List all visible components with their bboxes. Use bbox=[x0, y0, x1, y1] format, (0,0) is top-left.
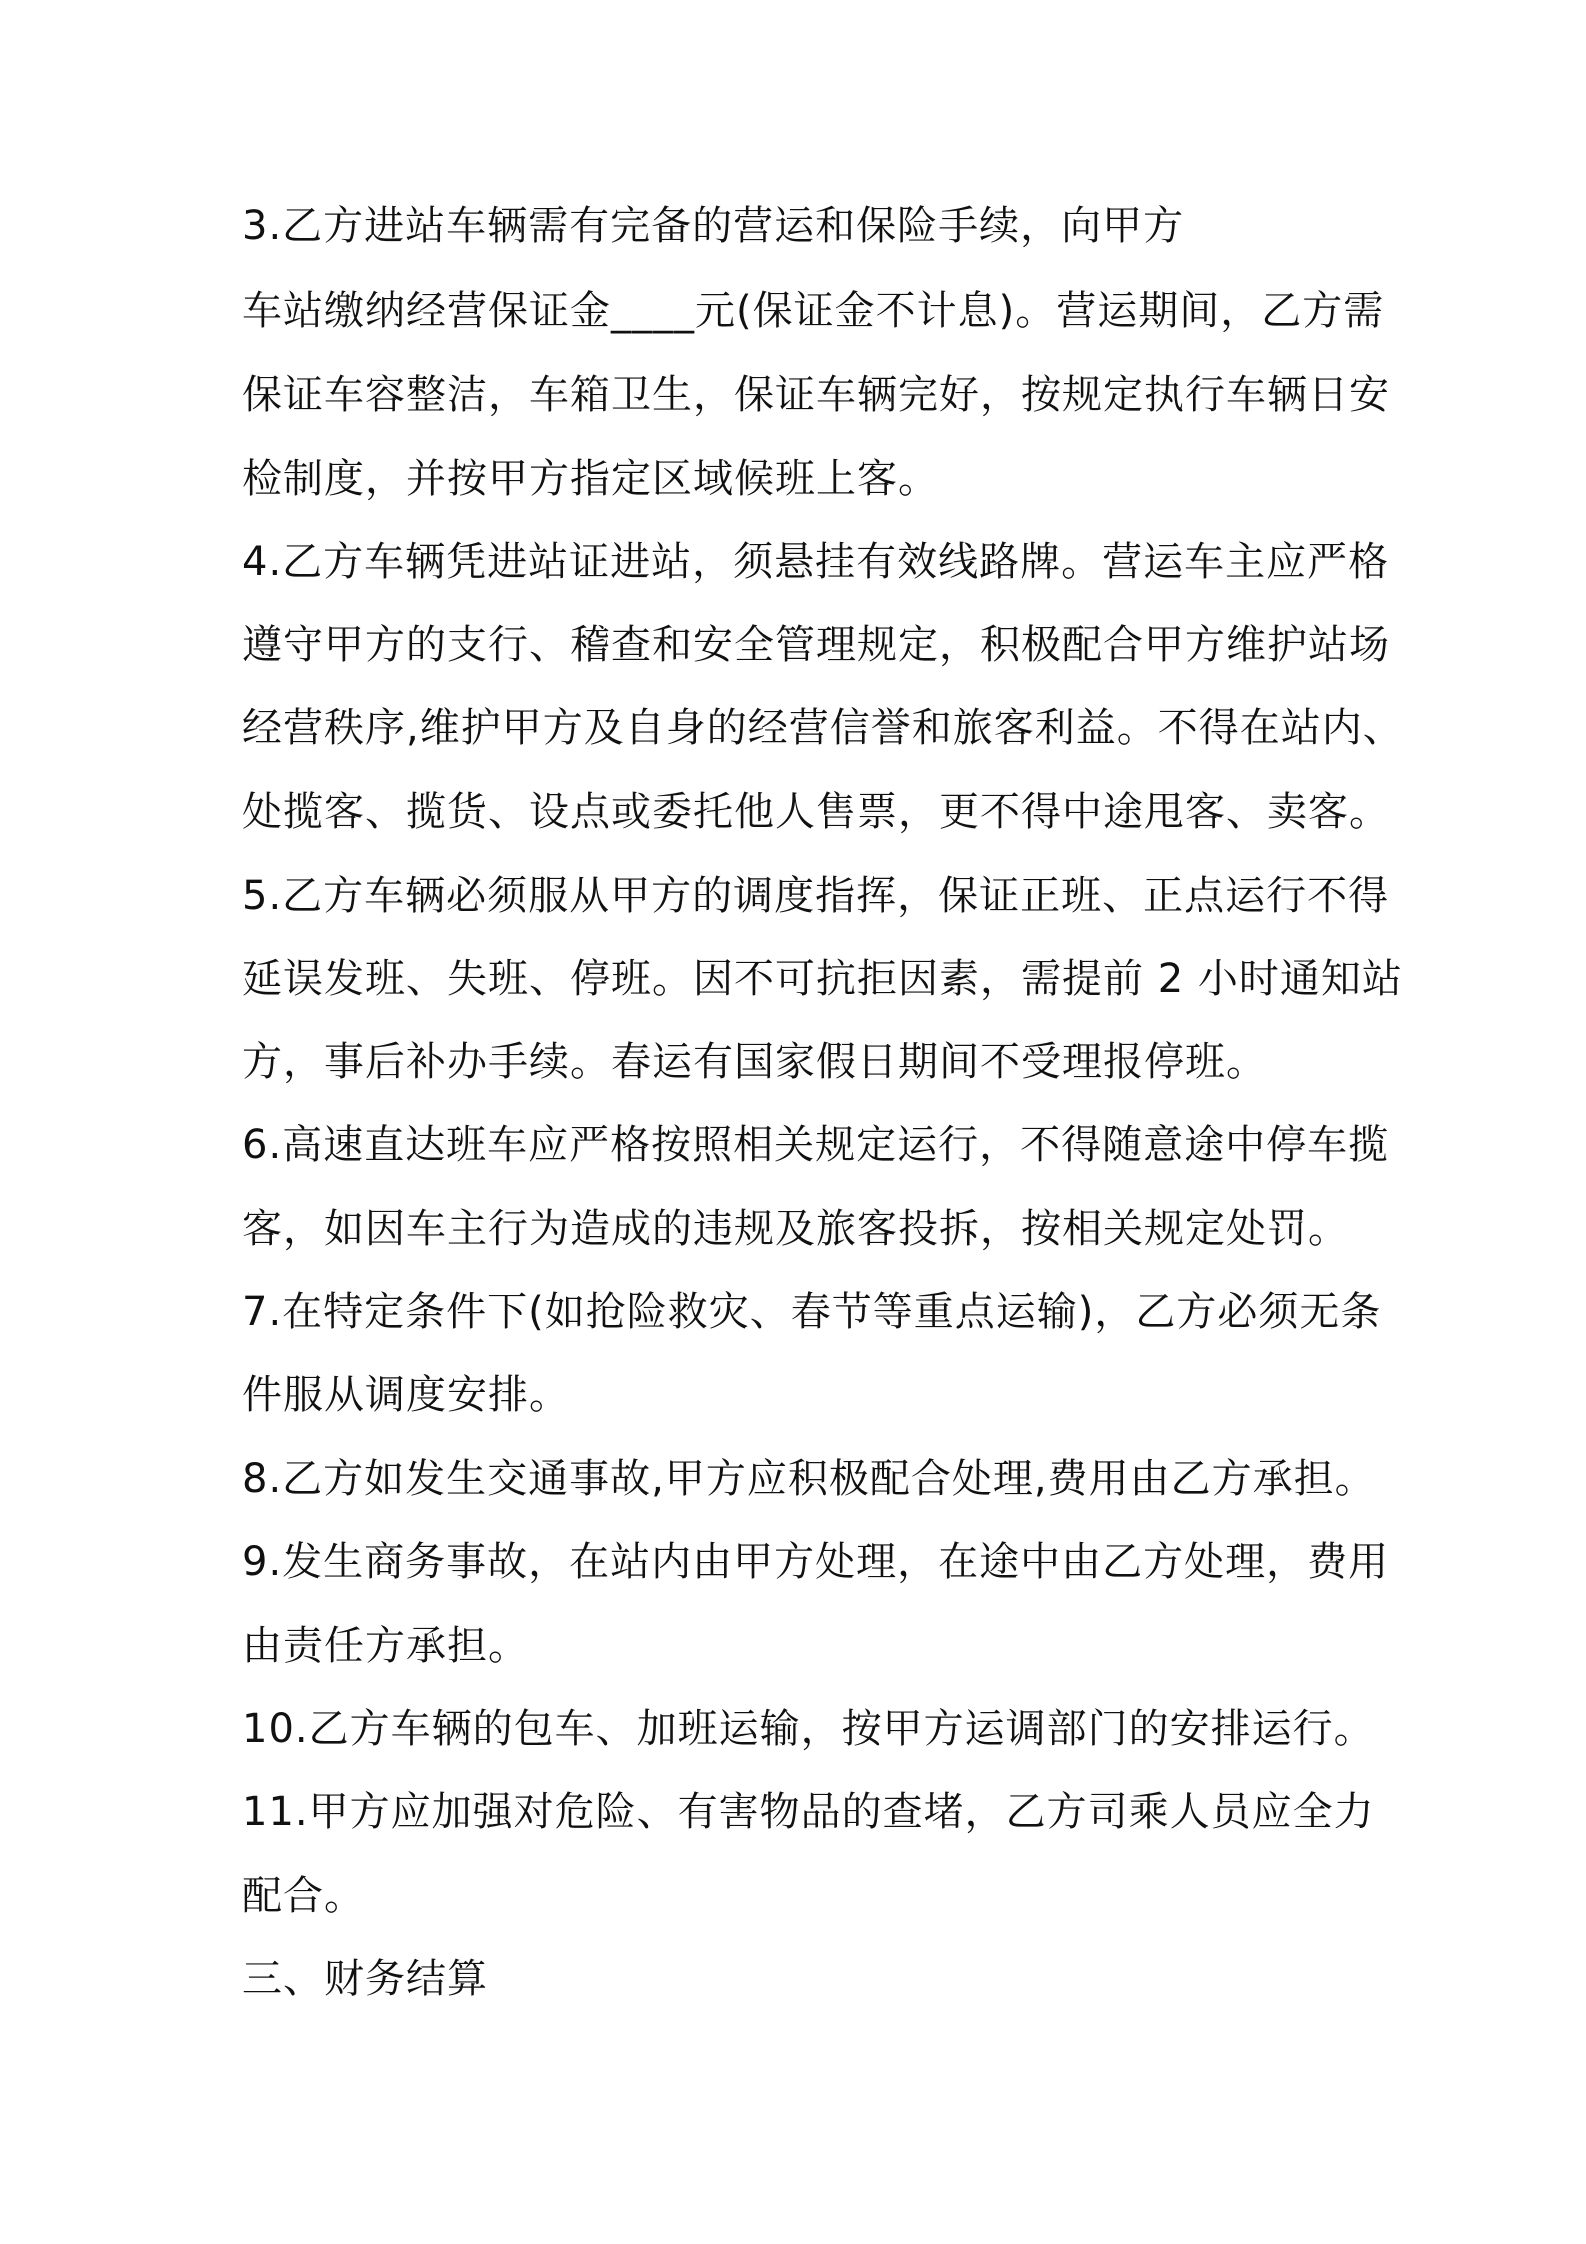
clause-5-line-2: 延误发班、失班、停班。因不可抗拒因素，需提前 2 小时通知站 bbox=[242, 956, 1403, 1002]
clause-6-line-2: 客，如因车主行为造成的违规及旅客投拆，按相关规定处罚。 bbox=[242, 1206, 1349, 1252]
clause-3-line-4: 检制度，并按甲方指定区域候班上客。 bbox=[242, 456, 939, 502]
section-heading: 三、财务结算 bbox=[242, 1956, 488, 2002]
clause-4-line-3: 经营秩序,维护甲方及自身的经营信誉和旅客利益。不得在站内、 bbox=[242, 705, 1404, 751]
clause-3-line-2: 车站缴纳经营保证金____元(保证金不计息)。营运期间，乙方需 bbox=[242, 288, 1385, 334]
clause-8-line-1: 8.乙方如发生交通事故,甲方应积极配合处理,费用由乙方承担。 bbox=[242, 1456, 1376, 1502]
clause-11-line-1: 11.甲方应加强对危险、有害物品的查堵，乙方司乘人员应全力 bbox=[242, 1789, 1375, 1835]
clause-6-line-1: 6.高速直达班车应严格按照相关规定运行，不得随意途中停车揽 bbox=[242, 1122, 1390, 1168]
clause-4-line-2: 遵守甲方的支行、稽查和安全管理规定，积极配合甲方维护站场 bbox=[242, 622, 1390, 668]
clause-3-line-3: 保证车容整洁，车箱卫生，保证车辆完好，按规定执行车辆日安 bbox=[242, 372, 1390, 418]
clause-4-line-4: 处揽客、揽货、设点或委托他人售票，更不得中途甩客、卖客。 bbox=[242, 789, 1390, 835]
clause-5-line-1: 5.乙方车辆必须服从甲方的调度指挥，保证正班、正点运行不得 bbox=[242, 873, 1390, 919]
clause-7-line-1: 7.在特定条件下(如抢险救灾、春节等重点运输)，乙方必须无条 bbox=[242, 1289, 1382, 1335]
clause-5-line-3: 方，事后补办手续。春运有国家假日期间不受理报停班。 bbox=[242, 1039, 1267, 1085]
clause-10-line-1: 10.乙方车辆的包车、加班运输，按甲方运调部门的安排运行。 bbox=[242, 1706, 1375, 1752]
clause-11-line-2: 配合。 bbox=[242, 1873, 365, 1919]
clause-4-line-1: 4.乙方车辆凭进站证进站，须悬挂有效线路牌。营运车主应严格 bbox=[242, 539, 1390, 585]
clause-9-line-1: 9.发生商务事故，在站内由甲方处理，在途中由乙方处理，费用 bbox=[242, 1539, 1390, 1585]
clause-7-line-2: 件服从调度安排。 bbox=[242, 1372, 570, 1418]
clause-3-line-1: 3.乙方进站车辆需有完备的营运和保险手续，向甲方 bbox=[242, 203, 1185, 249]
clause-9-line-2: 由责任方承担。 bbox=[242, 1623, 529, 1669]
